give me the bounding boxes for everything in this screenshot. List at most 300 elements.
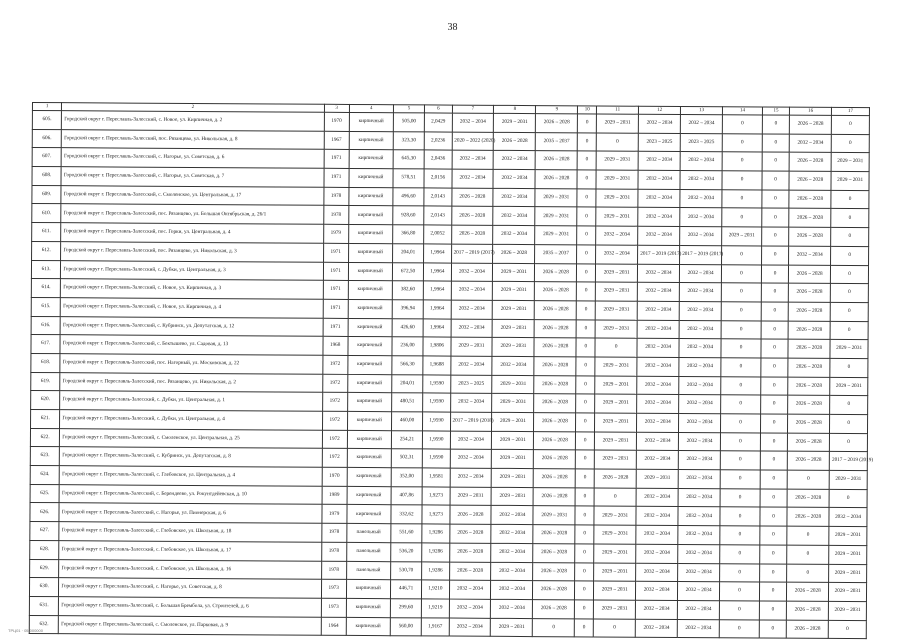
table-cell: 1972 <box>322 355 347 374</box>
table-cell: 2032 – 2034 <box>451 319 493 338</box>
table-cell: 1,9286 <box>422 561 449 580</box>
table-cell: 2032 – 2034 <box>677 619 719 638</box>
table-cell: 2029 – 2031 <box>830 340 868 359</box>
table-cell: 0 <box>721 376 761 395</box>
table-cell: 0 <box>759 601 786 620</box>
row-number-cell: 622. <box>30 428 59 447</box>
table-cell: панельный <box>346 561 390 580</box>
table-cell: 2029 – 2031 <box>594 600 636 619</box>
table-cell: 2029 – 2031 <box>636 469 678 488</box>
table-cell: 0 <box>761 377 788 396</box>
table-cell: 2026 – 2028 <box>449 543 491 562</box>
table-cell: 254,21 <box>391 430 423 449</box>
table-cell: 0 <box>722 171 762 190</box>
table-cell: 0 <box>761 283 788 302</box>
table-cell: 2032 – 2034 <box>680 114 722 133</box>
housing-repair-table <box>29 102 874 639</box>
table-cell: 1971 <box>323 280 348 299</box>
table-cell: 0 <box>595 338 637 357</box>
table-cell: 0 <box>830 414 868 433</box>
table-cell: 2032 – 2034 <box>636 488 678 507</box>
table-cell: 446,71 <box>390 580 422 599</box>
column-header: 5 <box>393 105 425 113</box>
table-cell: 560,00 <box>390 617 422 636</box>
table-cell: 1971 <box>323 243 348 262</box>
table-cell: 0 <box>759 620 786 639</box>
table-cell: 2029 – 2031 <box>450 487 492 506</box>
table-cell: 0 <box>830 284 868 303</box>
table-cell: 2032 – 2034 <box>494 151 536 170</box>
table-cell: 2032 – 2034 <box>491 562 533 581</box>
table-cell: 2032 – 2034 <box>678 507 720 526</box>
table-cell: 2032 – 2034 <box>491 581 533 600</box>
table-cell: 0 <box>720 470 760 489</box>
table-cell: 2026 – 2028 <box>788 302 830 321</box>
table-cell: 0 <box>720 432 760 451</box>
address-cell: Городской округ г. Переславль-Залесский, с. Смоленское, ул. Центральная, д. 17 <box>61 185 323 205</box>
table-cell: 0 <box>787 564 829 583</box>
table-cell: 382,60 <box>392 281 424 300</box>
table-cell: 0 <box>762 115 789 134</box>
table-cell: 0 <box>596 133 638 152</box>
table-cell: кирпичный <box>349 187 393 206</box>
table-cell: 2029 – 2031 <box>492 431 534 450</box>
table-cell: 2023 – 2025 <box>638 133 680 152</box>
table-cell: 2026 – 2028 <box>533 562 575 581</box>
table-cell: 2029 – 2031 <box>493 319 535 338</box>
address-cell: Городской округ г. Переславль-Залесский, с. Бектышево, ул. Садовая, д. 13 <box>60 335 322 355</box>
table-cell: 2032 – 2034 <box>680 189 722 208</box>
table-cell: кирпичный <box>346 598 390 617</box>
table-cell: 0 <box>533 618 575 637</box>
table-cell: 2029 – 2031 <box>493 300 535 319</box>
table-cell: 1970 <box>324 112 349 131</box>
table-cell: 2032 – 2034 <box>679 413 721 432</box>
table-cell: 2032 – 2034 <box>493 188 535 207</box>
table-cell: 2026 – 2028 <box>534 394 576 413</box>
table-cell: 2032 – 2034 <box>451 263 493 282</box>
address-cell: Городской округ г. Переславль-Залесский, с. Дубки, ул. Центральная, д. 3 <box>61 260 323 280</box>
table-cell: 2029 – 2031 <box>829 527 867 546</box>
row-number-cell: 608. <box>32 167 61 186</box>
table-cell: 0 <box>760 507 787 526</box>
table-cell: 1,9590 <box>423 393 450 412</box>
table-cell: 2029 – 2031 <box>596 282 638 301</box>
table-cell: 2032 – 2034 <box>680 227 722 246</box>
table-cell: 928,60 <box>393 206 425 225</box>
table-cell: 2032 – 2034 <box>450 468 492 487</box>
table-cell: 0 <box>594 488 636 507</box>
table-cell: 2032 – 2034 <box>679 339 721 358</box>
table-cell: 2026 – 2028 <box>535 263 577 282</box>
table-cell: кирпичный <box>346 580 390 599</box>
address-cell: Городской округ г. Переславль-Залесский, с. Кубринск, ул. Депутатская, д. 8 <box>60 447 322 467</box>
table-cell: 2026 – 2028 <box>493 244 535 263</box>
table-cell: 1979 <box>321 505 346 524</box>
table-cell: кирпичный <box>348 299 392 318</box>
table-cell: 2026 – 2028 <box>788 433 830 452</box>
table-cell: 2032 – 2034 <box>789 246 831 265</box>
table-cell: кирпичный <box>348 225 392 244</box>
table-cell: 2029 – 2031 <box>829 564 867 583</box>
table-cell: 2026 – 2028 <box>494 132 536 151</box>
table-cell: 2026 – 2028 <box>788 377 830 396</box>
table-cell: 0 <box>720 582 760 601</box>
table-cell: 0 <box>575 581 594 600</box>
table-cell: 1971 <box>323 262 348 281</box>
table-cell: 2029 – 2031 <box>535 188 577 207</box>
table-cell: 2032 – 2034 <box>678 544 720 563</box>
table-cell: 2029 – 2031 <box>492 450 534 469</box>
table-cell: 2032 – 2034 <box>637 376 679 395</box>
row-number-cell: 623. <box>30 447 59 466</box>
table-cell: 2,0436 <box>424 150 451 169</box>
address-cell: Городской округ г. Переславль-Залесский, с. Дубки, ул. Центральная, д. 4 <box>60 410 322 430</box>
table-cell: 0 <box>576 432 595 451</box>
table-cell: 2032 – 2034 <box>637 395 679 414</box>
table-cell: 2029 – 2031 <box>535 207 577 226</box>
table-cell: 2023 – 2025 <box>680 133 722 152</box>
address-cell: Городской округ г. Переславль-Залесский, пос. Горки, ул. Центральная, д. 4 <box>61 223 323 243</box>
table-cell: 2032 – 2034 <box>493 225 535 244</box>
table-cell: 2026 – 2028 <box>534 357 576 376</box>
table-cell: 2026 – 2028 <box>789 153 831 172</box>
row-number-cell: 618. <box>31 353 60 372</box>
table-cell: 0 <box>721 283 761 302</box>
table-cell: 2029 – 2031 <box>492 412 534 431</box>
column-header: 3 <box>324 104 349 112</box>
row-number-cell: 612. <box>32 241 61 260</box>
table-cell: 0 <box>577 282 596 301</box>
table-cell: 2032 – 2034 <box>637 413 679 432</box>
footer-mark: ТРЦ01 · 05.000000 <box>8 628 43 633</box>
table-cell: 1,9286 <box>422 543 449 562</box>
table-cell: 2032 – 2034 <box>451 169 493 188</box>
row-number-cell: 620. <box>31 391 60 410</box>
table-cell: 0 <box>577 189 596 208</box>
table-cell: 2029 – 2031 <box>595 301 637 320</box>
table-cell: 1971 <box>324 168 349 187</box>
table-cell: 0 <box>722 264 762 283</box>
table-cell: 2032 – 2034 <box>637 301 679 320</box>
column-header: 17 <box>832 107 870 115</box>
table-cell: 551,60 <box>391 524 423 543</box>
table-cell: 426,60 <box>392 318 424 337</box>
table-cell: 0 <box>578 114 597 133</box>
table-cell: 2032 – 2034 <box>678 488 720 507</box>
table-cell: 1,9286 <box>422 524 449 543</box>
table-cell: 0 <box>760 433 787 452</box>
table-cell: 2026 – 2028 <box>534 450 576 469</box>
table-cell: 2029 – 2031 <box>492 338 534 357</box>
table-cell: 0 <box>575 600 594 619</box>
table-cell: 2032 – 2034 <box>493 169 535 188</box>
table-cell: 536,20 <box>390 543 422 562</box>
column-header: 7 <box>452 105 494 113</box>
column-header: 2 <box>62 103 324 113</box>
table-cell: 2026 – 2028 <box>449 524 491 543</box>
table-cell: 1978 <box>321 542 346 561</box>
table-cell: 0 <box>787 526 829 545</box>
table-cell: 2029 – 2031 <box>491 618 533 637</box>
table-cell: 1,9273 <box>422 505 449 524</box>
table-cell: 2032 – 2034 <box>450 431 492 450</box>
table-cell: 2029 – 2031 <box>450 337 492 356</box>
table-cell: 0 <box>831 265 869 284</box>
table-cell: 0 <box>722 246 762 265</box>
table-cell: 0 <box>577 301 596 320</box>
table-cell: 1989 <box>322 486 347 505</box>
table-cell: 2026 – 2028 <box>788 395 830 414</box>
table-cell: 0 <box>831 209 869 228</box>
table-cell: 2032 – 2034 <box>680 208 722 227</box>
table-cell: 0 <box>787 470 829 489</box>
table-cell: 2026 – 2028 <box>451 188 493 207</box>
table-cell: 2032 – 2034 <box>449 599 491 618</box>
table-cell: 0 <box>577 226 596 245</box>
table-cell: 0 <box>761 395 788 414</box>
table-cell: 0 <box>762 190 789 209</box>
table-cell: 0 <box>761 339 788 358</box>
table-cell: 0 <box>575 544 594 563</box>
table-cell: 1,9167 <box>421 617 448 636</box>
table-cell: 1972 <box>322 449 347 468</box>
table-cell: 2032 – 2034 <box>491 506 533 525</box>
table-cell: 672,50 <box>392 262 424 281</box>
table-cell: 0 <box>722 133 762 152</box>
table-cell: 0 <box>720 507 760 526</box>
table-cell: 0 <box>721 339 761 358</box>
table-cell: кирпичный <box>349 150 393 169</box>
table-cell: 2032 – 2034 <box>680 171 722 190</box>
table-cell: 2032 – 2034 <box>596 226 638 245</box>
table-cell: 0 <box>576 375 595 394</box>
table-cell: 2032 – 2034 <box>452 150 494 169</box>
table-cell: 1,9590 <box>423 375 450 394</box>
address-cell: Городской округ г. Переславль-Залесский, с. Новое, ул. Кирпичная, д. 3 <box>61 279 323 299</box>
row-number-cell: 630. <box>29 578 58 597</box>
table-cell: 2029 – 2031 <box>596 170 638 189</box>
address-cell: Городской округ г. Переславль-Залесский, с. Нагорье, ул. Советская, д. 7 <box>61 167 323 187</box>
table-cell: 1979 <box>323 224 348 243</box>
table-cell: 0 <box>575 488 594 507</box>
table-cell: 2026 – 2028 <box>535 170 577 189</box>
table-cell: 2026 – 2028 <box>789 209 831 228</box>
table-cell: 2029 – 2031 <box>830 377 868 396</box>
column-header: 4 <box>349 104 393 112</box>
table-cell: 502,31 <box>391 449 423 468</box>
table-cell: 2029 – 2031 <box>595 450 637 469</box>
table-cell: 2026 – 2028 <box>533 487 575 506</box>
table-cell: 2026 – 2028 <box>790 115 832 134</box>
table-cell: 2029 – 2031 <box>831 153 869 172</box>
address-cell: Городской округ г. Переславль-Залесский, с. Глебовское, ул. Центральная, д. 4 <box>60 466 322 486</box>
table-cell: 1,9964 <box>424 244 451 263</box>
table-cell: 204,01 <box>392 374 424 393</box>
table-cell: 1978 <box>323 206 348 225</box>
table-cell: 1972 <box>322 430 347 449</box>
table-cell: кирпичный <box>349 168 393 187</box>
table-cell: 0 <box>719 601 759 620</box>
table-cell: 2026 – 2028 <box>787 582 829 601</box>
table-cell: 2029 – 2031 <box>594 581 636 600</box>
table-cell: 2032 – 2034 <box>679 283 721 302</box>
row-number-cell: 619. <box>31 372 60 391</box>
row-number-cell: 624. <box>30 466 59 485</box>
table-cell: кирпичный <box>348 337 392 356</box>
table-cell: кирпичный <box>347 486 391 505</box>
table-cell: 0 <box>722 208 762 227</box>
table-cell: 0 <box>761 358 788 377</box>
table-cell: 2029 – 2031 <box>829 545 867 564</box>
table-cell: 2029 – 2031 <box>493 263 535 282</box>
table-cell: 2032 – 2034 <box>635 619 677 638</box>
table-cell: 2032 – 2034 <box>638 208 680 227</box>
table-cell: 2032 – 2034 <box>679 395 721 414</box>
table-cell: кирпичный <box>348 243 392 262</box>
column-header: 8 <box>494 105 536 113</box>
table-cell: 2029 – 2031 <box>722 227 762 246</box>
table-cell: 0 <box>762 227 789 246</box>
table-cell: 2026 – 2028 <box>788 414 830 433</box>
table-cell: 0 <box>830 358 868 377</box>
table-cell: 2029 – 2031 <box>829 583 867 602</box>
table-cell: кирпичный <box>347 430 391 449</box>
table-cell: 0 <box>831 115 869 134</box>
table-cell: 2035 – 2037 <box>536 132 578 151</box>
table-cell: 1968 <box>323 337 348 356</box>
table-cell: 2026 – 2028 <box>451 207 493 226</box>
row-number-cell: 611. <box>32 223 61 242</box>
table-cell: 2032 – 2034 <box>638 226 680 245</box>
table-cell: 2026 – 2028 <box>536 114 578 133</box>
table-cell: кирпичный <box>347 449 391 468</box>
row-number-cell: 616. <box>31 316 60 335</box>
table-cell: 2029 – 2031 <box>594 525 636 544</box>
table-cell: кирпичный <box>347 505 391 524</box>
row-number-cell: 628. <box>30 540 59 559</box>
table-cell: 2032 – 2034 <box>679 432 721 451</box>
table-cell: 2026 – 2028 <box>533 543 575 562</box>
table-cell: 0 <box>760 563 787 582</box>
table-cell: 0 <box>577 151 596 170</box>
table-cell: 1971 <box>323 318 348 337</box>
table-cell: 2029 – 2031 <box>492 468 534 487</box>
table-cell: 0 <box>760 451 787 470</box>
table-cell: кирпичный <box>347 374 391 393</box>
row-number-cell: 625. <box>30 484 59 503</box>
table-cell: 0 <box>577 245 596 264</box>
table-cell: 2026 – 2028 <box>535 282 577 301</box>
table-cell: 1973 <box>321 598 346 617</box>
table-cell: 2026 – 2028 <box>449 562 491 581</box>
table-cell: 2032 – 2034 <box>636 451 678 470</box>
address-cell: Городской округ г. Переславль-Залесский, с. Большая Брембола, ул. Строителей, д. 6 <box>59 597 321 617</box>
table-cell: 2032 – 2034 <box>451 281 493 300</box>
table-cell: 2026 – 2028 <box>536 151 578 170</box>
table-cell: 1,9964 <box>424 262 451 281</box>
address-cell: Городской округ г. Переславль-Залесский, с. Смоленское, ул. Парковая, д. 9 <box>59 615 321 635</box>
column-header: 1 <box>32 103 61 111</box>
table-cell: 2026 – 2028 <box>787 451 829 470</box>
table-cell: 2029 – 2031 <box>595 413 637 432</box>
table-cell: 0 <box>576 469 595 488</box>
table-cell: 0 <box>760 414 787 433</box>
table-cell: 1,9806 <box>423 337 450 356</box>
table-cell: 2032 – 2034 <box>493 207 535 226</box>
table-cell: 2026 – 2028 <box>534 469 576 488</box>
table-cell: 2,0143 <box>424 206 451 225</box>
table-cell: 1972 <box>322 393 347 412</box>
table-cell: 1978 <box>323 187 348 206</box>
table-cell: 2029 – 2031 <box>535 226 577 245</box>
table-cell: 0 <box>576 319 595 338</box>
table-cell: 1971 <box>324 150 349 169</box>
table-cell: 1972 <box>322 374 347 393</box>
table-cell: 366,80 <box>392 225 424 244</box>
table-cell: 2026 – 2028 <box>789 227 831 246</box>
table-cell: 2029 – 2031 <box>831 171 869 190</box>
table-cell: 0 <box>761 302 788 321</box>
table-cell: 0 <box>575 562 594 581</box>
table-cell: кирпичный <box>347 411 391 430</box>
table-cell: 299,60 <box>390 599 422 618</box>
table-cell: 2032 – 2034 <box>492 356 534 375</box>
table-cell: панельный <box>346 542 390 561</box>
row-number-cell: 607. <box>32 148 61 167</box>
table-cell: 0 <box>762 152 789 171</box>
table-cell: 0 <box>719 619 759 638</box>
table-cell: 1,9590 <box>423 412 450 431</box>
table-cell: 2032 – 2034 <box>678 563 720 582</box>
table-cell: 2032 – 2034 <box>638 264 680 283</box>
table-cell: 2032 – 2034 <box>638 170 680 189</box>
table-cell: 2032 – 2034 <box>678 582 720 601</box>
table-cell: 0 <box>721 302 761 321</box>
table-cell: 496,60 <box>393 187 425 206</box>
row-number-cell: 605. <box>32 111 61 130</box>
column-header: 11 <box>597 106 639 114</box>
table-cell: 2032 – 2034 <box>452 113 494 132</box>
table-cell: 2029 – 2031 <box>491 487 533 506</box>
table-cell: 578,51 <box>393 169 425 188</box>
table-cell: 0 <box>721 320 761 339</box>
table-body <box>29 111 874 639</box>
table-cell: 2,0156 <box>424 169 451 188</box>
table-cell: 566,30 <box>392 356 424 375</box>
row-number-cell: 617. <box>31 335 60 354</box>
table-cell: 2017 – 2019 (2017) <box>451 244 493 263</box>
table-cell: 396,94 <box>392 300 424 319</box>
table-cell: 1970 <box>322 467 347 486</box>
table-cell: кирпичный <box>349 112 393 131</box>
address-cell: Городской округ г. Переславль-Залесский, с. Дубки, ул. Центральная, д. 1 <box>60 391 322 411</box>
table-cell: 0 <box>576 413 595 432</box>
table-cell: 0 <box>576 394 595 413</box>
table-cell: 0 <box>575 525 594 544</box>
table-cell: 2023 – 2025 <box>450 375 492 394</box>
table-cell: 2032 – 2034 <box>636 507 678 526</box>
table-cell: 2017 – 2019 (2018) <box>450 412 492 431</box>
table-cell: 1978 <box>321 561 346 580</box>
table-cell: 2032 – 2034 <box>449 618 491 637</box>
table-cell: 2020 – 2022 (2020) <box>452 132 494 151</box>
table-cell: 0 <box>830 396 868 415</box>
table-cell: 2032 – 2034 <box>449 580 491 599</box>
table-cell: 0 <box>575 618 594 637</box>
table-cell: 0 <box>721 414 761 433</box>
table-cell: 2032 – 2034 <box>637 282 679 301</box>
